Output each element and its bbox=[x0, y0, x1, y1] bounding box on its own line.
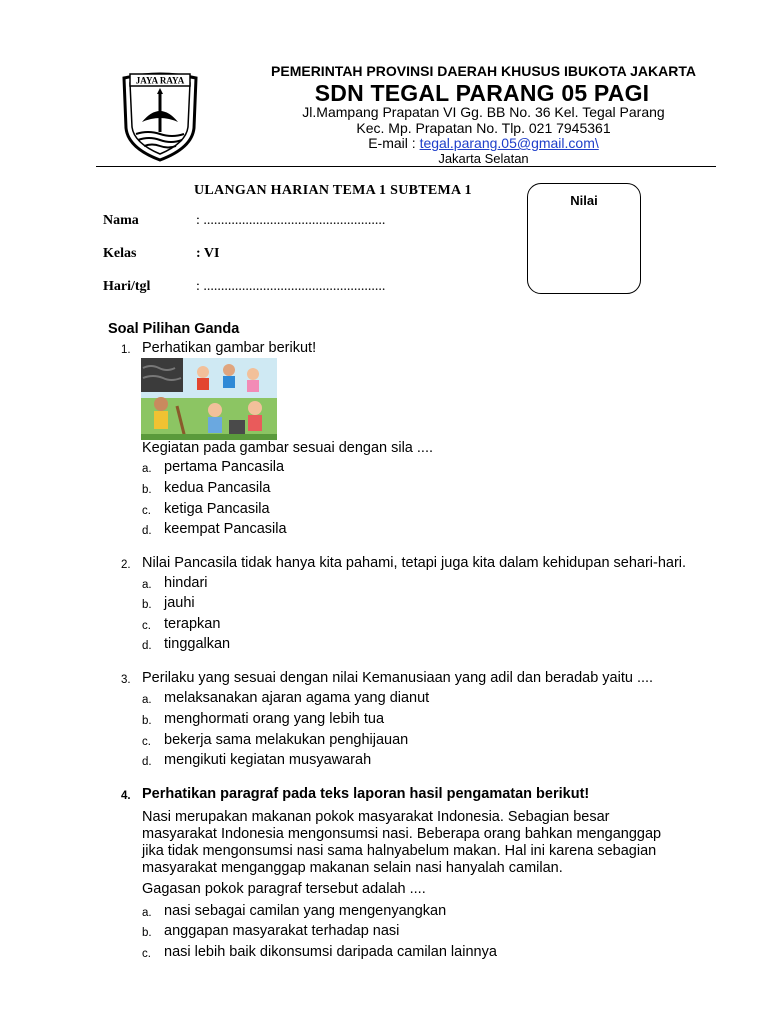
address-line-1: Jl.Mampang Prapatan VI Gg. BB No. 36 Kel. Tegal Parang bbox=[302, 104, 665, 120]
question-4-option-a-letter: a. bbox=[142, 907, 152, 919]
school-crest-logo bbox=[118, 70, 202, 162]
question-1-number: 1. bbox=[121, 344, 131, 356]
question-4-text: Perhatikan paragraf pada teks laporan hasil pengamatan berikut! bbox=[142, 786, 590, 802]
question-4-paragraph-line-2: masyarakat Indonesia mengonsumsi nasi. Beberapa orang bahkan menganggap bbox=[142, 826, 662, 842]
question-4-prompt: Gagasan pokok paragraf tersebut adalah .... bbox=[142, 881, 426, 897]
question-4-option-a[interactable]: nasi sebagai camilan yang mengenyangkan bbox=[164, 903, 447, 919]
question-2-option-a-letter: a. bbox=[142, 579, 152, 591]
crest-lettering: JAYA RAYA bbox=[135, 75, 185, 86]
question-3-option-d[interactable]: mengikuti kegiatan musyawarah bbox=[164, 752, 372, 768]
question-1-picture bbox=[141, 358, 277, 440]
field-value-nama: : .................................................... bbox=[196, 213, 386, 228]
question-3-option-b[interactable]: menghormati orang yang lebih tua bbox=[164, 711, 385, 727]
government-heading: PEMERINTAH PROVINSI DAERAH KHUSUS IBUKOTA JAKARTA bbox=[271, 63, 696, 79]
section-title: Soal Pilihan Ganda bbox=[108, 321, 240, 337]
field-label-kelas: Kelas bbox=[103, 246, 137, 261]
question-3-option-a-letter: a. bbox=[142, 694, 152, 706]
question-2-option-d[interactable]: tinggalkan bbox=[164, 636, 231, 652]
question-3-option-d-letter: d. bbox=[142, 756, 152, 768]
question-4-option-b[interactable]: anggapan masyarakat terhadap nasi bbox=[164, 923, 400, 939]
question-3-text: Perilaku yang sesuai dengan nilai Kemanusiaan yang adil dan beradab yaitu .... bbox=[142, 670, 654, 686]
question-1-option-b-letter: b. bbox=[142, 484, 152, 496]
question-3-option-c-letter: c. bbox=[142, 736, 151, 748]
address-line-2: Kec. Mp. Prapatan No. Tlp. 021 7945361 bbox=[356, 120, 611, 136]
question-1-prompt: Kegiatan pada gambar sesuai dengan sila .... bbox=[142, 440, 434, 456]
question-4-paragraph-line-4: masyarakat menganggap makanan selain nasi hanyalah camilan. bbox=[142, 860, 563, 876]
question-4-option-c[interactable]: nasi lebih baik dikonsumsi daripada camilan lainnya bbox=[164, 944, 497, 960]
question-1-option-c[interactable]: ketiga Pancasila bbox=[164, 501, 270, 517]
city-line: Jakarta Selatan bbox=[438, 151, 529, 166]
question-4-number: 4. bbox=[121, 790, 131, 802]
exam-title: ULANGAN HARIAN TEMA 1 SUBTEMA 1 bbox=[194, 183, 472, 198]
question-1-option-a[interactable]: pertama Pancasila bbox=[164, 459, 285, 475]
question-2-option-c[interactable]: terapkan bbox=[164, 616, 221, 632]
header-divider bbox=[96, 166, 716, 167]
question-1-option-b[interactable]: kedua Pancasila bbox=[164, 480, 271, 496]
score-label: Nilai bbox=[570, 193, 598, 208]
question-4-option-b-letter: b. bbox=[142, 927, 152, 939]
field-value-kelas: : VI bbox=[196, 246, 220, 261]
question-1-option-a-letter: a. bbox=[142, 463, 152, 475]
question-2-option-b[interactable]: jauhi bbox=[164, 595, 195, 611]
email-label: E-mail : bbox=[368, 135, 420, 151]
question-4-option-c-letter: c. bbox=[142, 948, 151, 960]
question-2-option-b-letter: b. bbox=[142, 599, 152, 611]
question-2-option-c-letter: c. bbox=[142, 620, 151, 632]
question-2-text: Nilai Pancasila tidak hanya kita pahami, tetapi juga kita dalam kehidupan sehari-hari. bbox=[142, 555, 687, 571]
question-1-option-d-letter: d. bbox=[142, 525, 152, 537]
field-label-nama: Nama bbox=[103, 213, 139, 228]
question-4-paragraph-line-3: jika tidak mengonsumsi nasi sama halnyabelum makan. Hal ini karena sebagian bbox=[142, 843, 657, 859]
question-1-option-d[interactable]: keempat Pancasila bbox=[164, 521, 287, 537]
question-1-option-c-letter: c. bbox=[142, 505, 151, 517]
email-link[interactable]: tegal.parang.05@gmail.com\ bbox=[419, 135, 599, 151]
field-value-hari-tgl: : .................................................... bbox=[196, 279, 386, 294]
question-3-option-a[interactable]: melaksanakan ajaran agama yang dianut bbox=[164, 690, 430, 706]
question-3-number: 3. bbox=[121, 674, 131, 686]
school-name: SDN TEGAL PARANG 05 PAGI bbox=[314, 80, 650, 106]
question-4-paragraph-line-1: Nasi merupakan makanan pokok masyarakat Indonesia. Sebagian besar bbox=[142, 809, 610, 825]
email-line bbox=[266, 135, 701, 151]
question-2-option-d-letter: d. bbox=[142, 640, 152, 652]
question-3-option-b-letter: b. bbox=[142, 715, 152, 727]
question-2-option-a[interactable]: hindari bbox=[164, 575, 208, 591]
question-3-option-c[interactable]: bekerja sama melakukan penghijauan bbox=[164, 732, 409, 748]
question-2-number: 2. bbox=[121, 559, 131, 571]
question-1-text: Perhatikan gambar berikut! bbox=[142, 340, 317, 356]
field-label-hari-tgl: Hari/tgl bbox=[103, 279, 151, 294]
